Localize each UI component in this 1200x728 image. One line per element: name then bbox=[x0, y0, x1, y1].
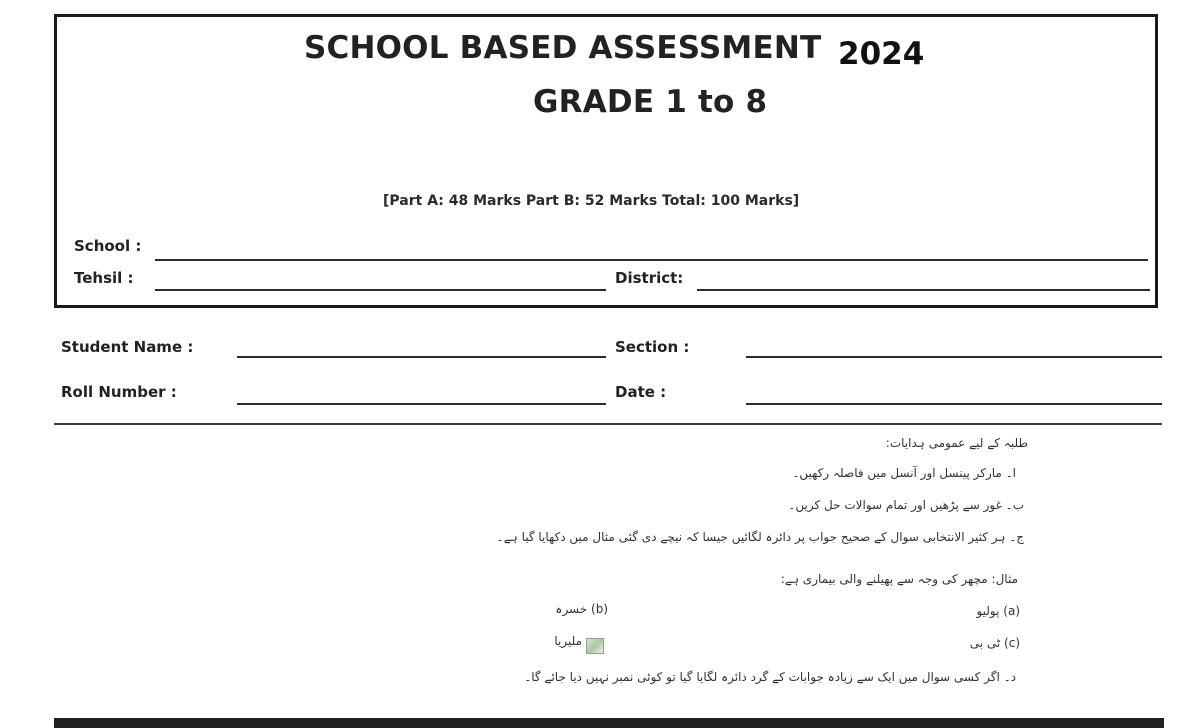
instructions-heading: طلبہ کے لیے عمومی ہدایات: bbox=[885, 436, 1028, 450]
district-label: District: bbox=[615, 269, 684, 287]
date-field[interactable] bbox=[746, 403, 1162, 405]
roll-number-label: Roll Number : bbox=[61, 383, 177, 401]
marks-breakdown: [Part A: 48 Marks Part B: 52 Marks Total: 100 Marks] bbox=[383, 193, 800, 209]
date-label: Date : bbox=[615, 383, 667, 401]
school-label: School : bbox=[74, 237, 142, 255]
assessment-year: 2024 bbox=[838, 36, 925, 72]
example-option-a: (a) پولیو bbox=[976, 604, 1020, 618]
example-option-c: (c) ٹی بی bbox=[969, 636, 1020, 650]
student-name-field[interactable] bbox=[237, 356, 606, 358]
instruction-line-4: د۔ اگر کسی سوال میں ایک سے زیادہ جوابات کے گرد دائرہ لگایا گیا تو کوئی نمبر نہیں دیا جائے گا۔ bbox=[524, 670, 1016, 684]
circled-answer-image-icon bbox=[586, 638, 604, 654]
school-field[interactable] bbox=[155, 259, 1148, 261]
assessment-title: SCHOOL BASED ASSESSMENT bbox=[304, 30, 822, 66]
student-name-label: Student Name : bbox=[61, 338, 194, 356]
tehsil-label: Tehsil : bbox=[74, 269, 134, 287]
tehsil-field[interactable] bbox=[155, 289, 606, 291]
example-option-d: ملیریا bbox=[554, 634, 582, 648]
section-divider bbox=[54, 423, 1162, 425]
section-field[interactable] bbox=[746, 356, 1162, 358]
section-label: Section : bbox=[615, 338, 690, 356]
district-field[interactable] bbox=[697, 289, 1150, 291]
instruction-line-1: ا۔ مارکر پینسل اور آنسل میں فاصلہ رکھیں۔ bbox=[792, 466, 1016, 480]
example-heading: مثال: مچھر کی وجہ سے پھیلنے والی بیماری ہے: bbox=[780, 572, 1018, 586]
roll-number-field[interactable] bbox=[237, 403, 606, 405]
grade-subtitle: GRADE 1 to 8 bbox=[533, 84, 768, 120]
instruction-line-3: ج۔ ہر کثیر الانتخابی سوال کے صحیح جواب پر دائرہ لگائیں جیسا کہ نیچے دی گئی مثال میں دکھایا گیا ہے۔ bbox=[496, 530, 1024, 544]
instruction-line-2: ب۔ غور سے پڑھیں اور تمام سوالات حل کریں۔ bbox=[788, 498, 1024, 512]
next-section-border bbox=[54, 718, 1164, 728]
example-option-b: (b) خسرہ bbox=[555, 602, 608, 616]
